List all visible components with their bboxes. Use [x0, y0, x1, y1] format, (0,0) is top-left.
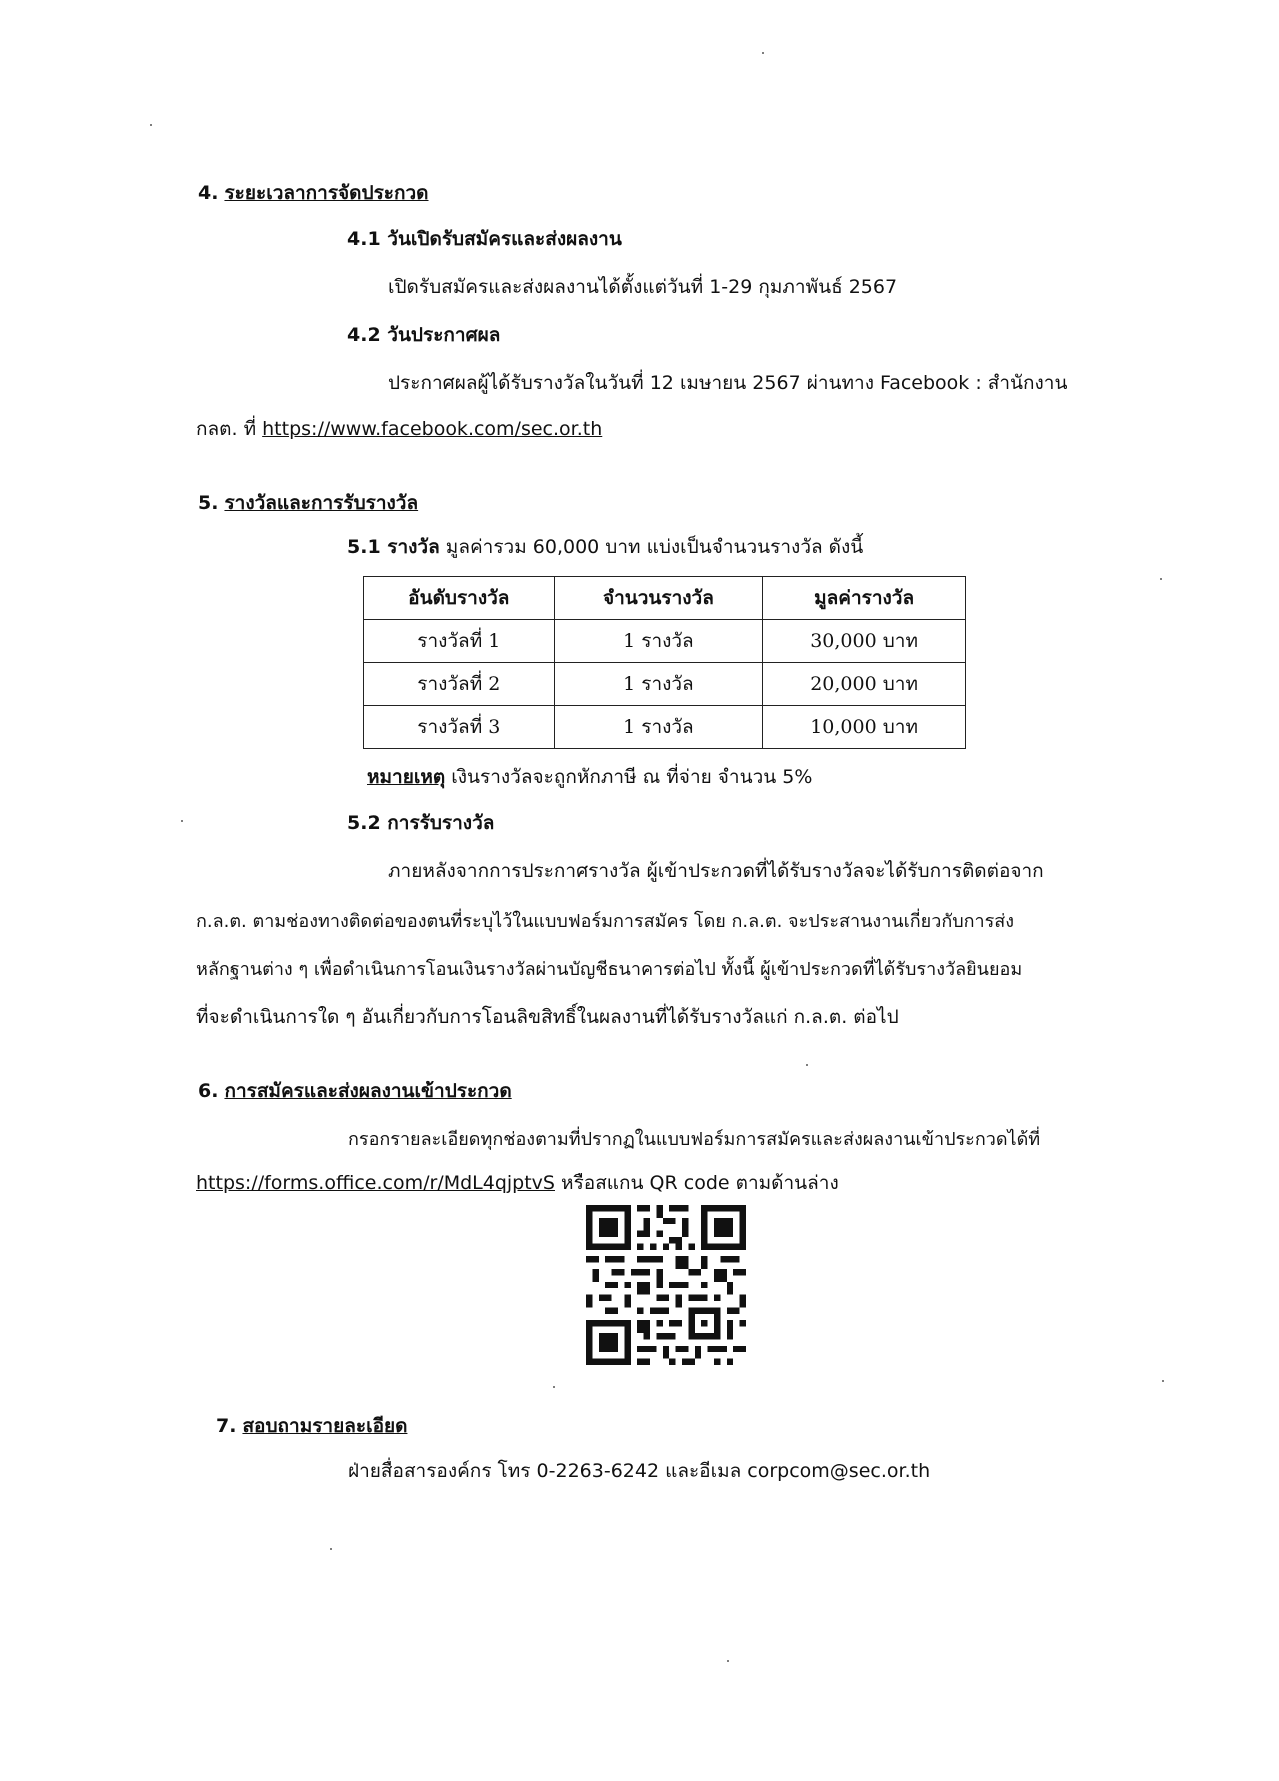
scan-speck [1160, 578, 1162, 580]
section-4-heading [198, 178, 429, 208]
section-title: ระยะเวลาการจัดประกวด [224, 182, 429, 204]
subsection-4-2-line2 [196, 414, 602, 444]
subsection-4-1-text: เปิดรับสมัครและส่งผลงานได้ตั้งแต่วันที่ 1-29 กุมภาพันธ์ 2567 [388, 276, 898, 298]
table-cell: 1 รางวัล [554, 663, 763, 706]
subsection-4-2-line1: ประกาศผลผู้ได้รับรางวัลในวันที่ 12 เมษายน 2567 ผ่านทาง Facebook : สำนักงาน [388, 372, 1068, 394]
paragraph-line: หลักฐานต่าง ๆ เพื่อดำเนินการโอนเงินรางวัลผ่านบัญชีธนาคารต่อไป ทั้งนี้ ผู้เข้าประกวดที่ได้รับรางวัลยินยอม [196, 959, 1023, 980]
table-row [364, 663, 966, 706]
qr-code-image [586, 1205, 746, 1365]
section-5-heading [198, 488, 418, 518]
scan-speck [330, 1548, 332, 1550]
paragraph-line: ที่จะดำเนินการใด ๆ อันเกี่ยวกับการโอนลิขสิทธิ์ในผลงานที่ได้รับรางวัลแก่ ก.ล.ต. ต่อไป [196, 1006, 899, 1028]
table-row [364, 620, 966, 663]
subsection-5-2-title: 5.2 การรับรางวัล [347, 812, 495, 834]
facebook-link[interactable]: https://www.facebook.com/sec.or.th [262, 418, 603, 440]
table-header-cell: อันดับรางวัล [364, 577, 555, 620]
table-cell: 1 รางวัล [554, 706, 763, 749]
table-cell: รางวัลที่ 1 [364, 620, 555, 663]
scan-speck [181, 820, 183, 822]
section-6-line2 [196, 1168, 839, 1198]
subsection-4-2-title: 4.2 วันประกาศผล [347, 324, 501, 346]
scan-speck [806, 1064, 808, 1066]
table-header-cell: มูลค่ารางวัล [763, 577, 966, 620]
prize-table [363, 576, 966, 749]
note-text: เงินรางวัลจะถูกหักภาษี ณ ที่จ่าย จำนวน 5% [451, 766, 813, 788]
subsection-5-1-text: มูลค่ารวม 60,000 บาท แบ่งเป็นจำนวนรางวัล ดังนี้ [445, 536, 864, 558]
section-number: 5. [198, 492, 219, 514]
table-cell: 30,000 บาท [763, 620, 966, 663]
section-number: 7. [216, 1415, 237, 1437]
table-cell: 10,000 บาท [763, 706, 966, 749]
registration-form-link[interactable]: https://forms.office.com/r/MdL4qjptvS [196, 1172, 555, 1194]
section-title: การสมัครและส่งผลงานเข้าประกวด [224, 1080, 512, 1102]
subsection-5-1-line [347, 532, 863, 562]
section-7-contact-text: ฝ่ายสื่อสารองค์กร โทร 0-2263-6242 และอีเมล corpcom@sec.or.th [348, 1460, 931, 1482]
section-6-line1: กรอกรายละเอียดทุกช่องตามที่ปรากฏในแบบฟอร์มการสมัครและส่งผลงานเข้าประกวดได้ที่ [348, 1129, 1041, 1150]
prize-note [367, 762, 812, 792]
table-cell: 20,000 บาท [763, 663, 966, 706]
section-number: 6. [198, 1080, 219, 1102]
table-cell: รางวัลที่ 2 [364, 663, 555, 706]
subsection-5-1-label: 5.1 รางวัล [347, 536, 440, 558]
table-header-row [364, 577, 966, 620]
qr-instruction-text: หรือสแกน QR code ตามด้านล่าง [561, 1172, 839, 1194]
section-number: 4. [198, 182, 219, 204]
table-row [364, 706, 966, 749]
section-7-heading [216, 1411, 407, 1441]
table-cell: 1 รางวัล [554, 620, 763, 663]
scan-speck [1162, 1380, 1164, 1382]
section-6-heading [198, 1076, 512, 1106]
table-header-cell: จำนวนรางวัล [554, 577, 763, 620]
scan-speck [150, 124, 152, 126]
paragraph-line: ภายหลังจากการประกาศรางวัล ผู้เข้าประกวดที่ได้รับรางวัลจะได้รับการติดต่อจาก [388, 860, 1044, 882]
section-title: รางวัลและการรับรางวัล [224, 492, 419, 514]
section-title: สอบถามรายละเอียด [242, 1415, 408, 1437]
table-cell: รางวัลที่ 3 [364, 706, 555, 749]
scan-speck [727, 1660, 729, 1662]
scan-speck [553, 1386, 555, 1388]
subsection-4-1-title: 4.1 วันเปิดรับสมัครและส่งผลงาน [347, 228, 622, 250]
scan-speck [762, 52, 764, 54]
paragraph-line: ก.ล.ต. ตามช่องทางติดต่อของตนที่ระบุไว้ในแบบฟอร์มการสมัคร โดย ก.ล.ต. จะประสานงานเกี่ยวกับการส่ง [196, 911, 1015, 932]
line-prefix: กลต. ที่ [196, 418, 257, 440]
note-label: หมายเหตุ [367, 766, 446, 788]
